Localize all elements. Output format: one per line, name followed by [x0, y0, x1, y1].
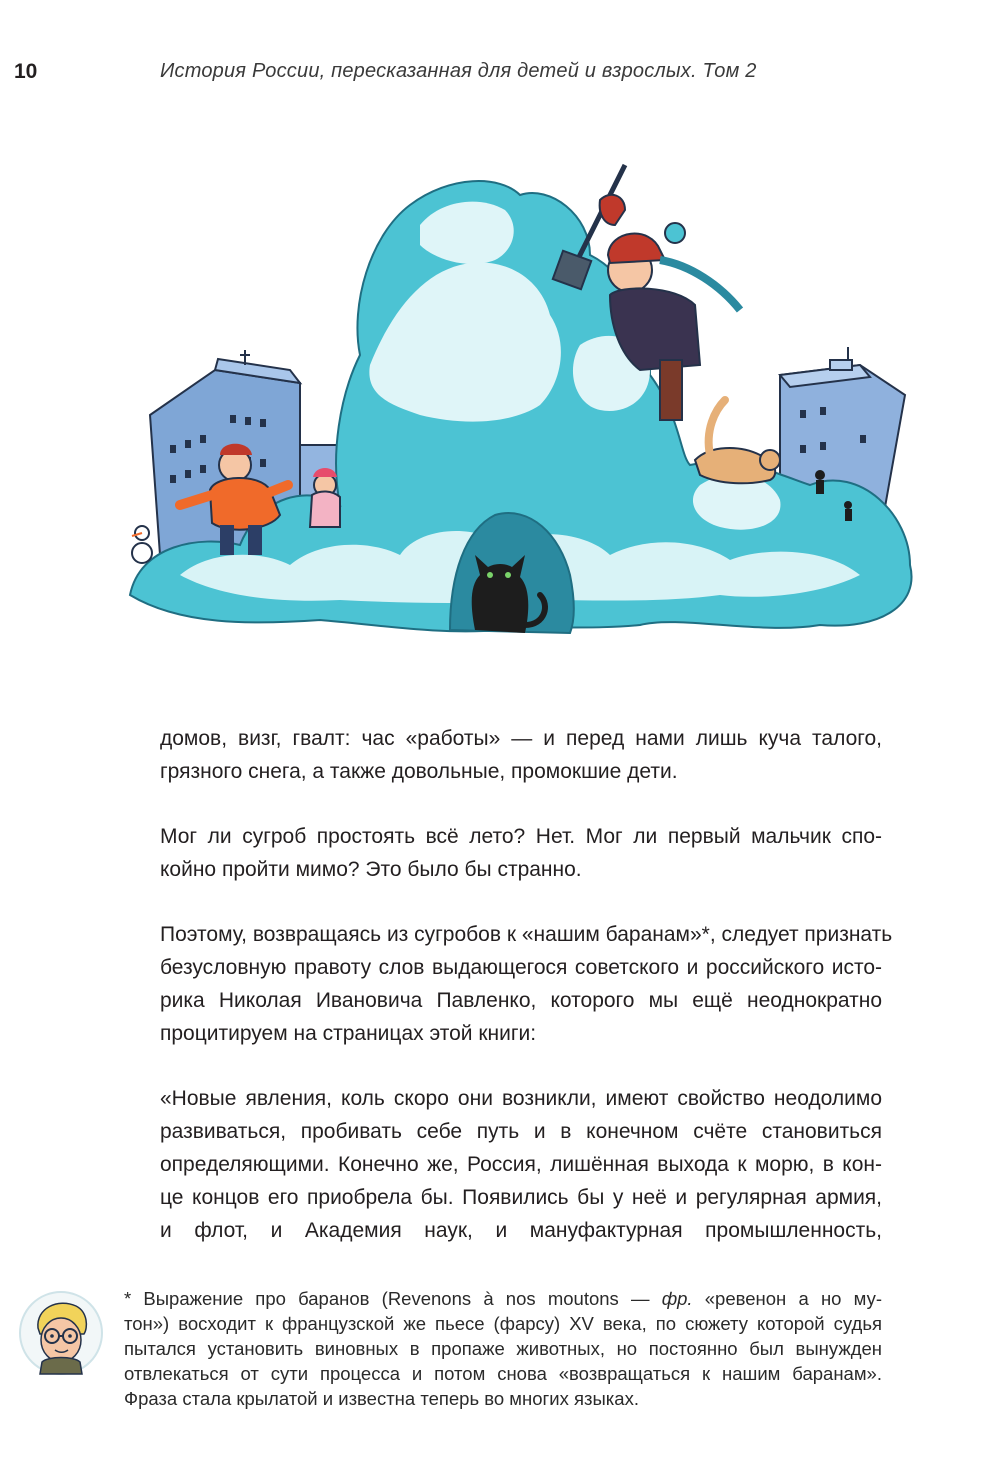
snowman	[132, 526, 152, 563]
text-line: безусловную правоту слов выдающегося советского и российского исто-	[160, 956, 882, 979]
text-line: Мог ли сугроб простоять всё лето? Нет. Мог ли первый мальчик спо-	[160, 825, 882, 848]
footnote-text: «ревенон а но му-	[692, 1288, 882, 1309]
footnote-italic-abbrev: фр.	[661, 1288, 693, 1309]
text-line: грязного снега, а также довольные, промокшие дети.	[160, 760, 678, 783]
text-line: домов, визг, гвалт: час «работы» — и перед нами лишь куча талого,	[160, 727, 882, 750]
body-text	[160, 722, 893, 1279]
text-line: определяющими. Конечно же, Россия, лишённая выхода к морю, в кон-	[160, 1153, 882, 1176]
footnote-line: пытался установить виновных в пропаже животных, но постоянно был вынужден	[124, 1338, 882, 1359]
paragraph	[160, 722, 882, 788]
page-number: 10	[14, 60, 38, 83]
text-line: койно пройти мимо? Это было бы странно.	[160, 858, 582, 881]
footnote-line	[124, 1286, 882, 1311]
footnote-line: Фраза стала крылатой и известна теперь во многих языках.	[124, 1388, 639, 1409]
footnote-line: тон») восходит к французской же пьесе (фарсу) XV века, по сюжету которой судья	[124, 1313, 882, 1334]
text-line: процитируем на страницах этой книги:	[160, 1022, 537, 1045]
text-line: и флот, и Академия наук, и мануфактурная промышленность,	[160, 1219, 882, 1242]
text-line: «Новые явления, коль скоро они возникли, имеют свойство неодолимо	[160, 1087, 882, 1110]
text-line: Поэтому, возвращаясь из сугробов к «нашим баранам»*, следует признать	[160, 923, 893, 946]
text-line: развиваться, пробивать себе путь и в конечном счёте становиться	[160, 1120, 882, 1143]
paragraph	[160, 820, 882, 886]
snowdrift-illustration	[120, 155, 920, 660]
dog	[695, 400, 780, 483]
text-line: це концов его приобрела бы. Появились бы у неё и регулярная армия,	[160, 1186, 882, 1209]
child-pink-hat	[310, 468, 340, 527]
paragraph	[160, 918, 893, 1050]
text-line: рика Николая Ивановича Павленко, которого мы ещё неоднократно	[160, 989, 882, 1012]
footnote-text: * Выражение про баранов (Revenons à nos moutons —	[124, 1288, 662, 1309]
quote-paragraph	[160, 1082, 882, 1247]
footnote	[124, 1286, 882, 1411]
character-avatar	[18, 1290, 104, 1376]
running-head: История России, пересказанная для детей и взрослых. Том 2	[160, 60, 757, 82]
footnote-line: отвлекаться от сути процесса и потом снова «возвращаться к нашим баранам».	[124, 1363, 882, 1384]
